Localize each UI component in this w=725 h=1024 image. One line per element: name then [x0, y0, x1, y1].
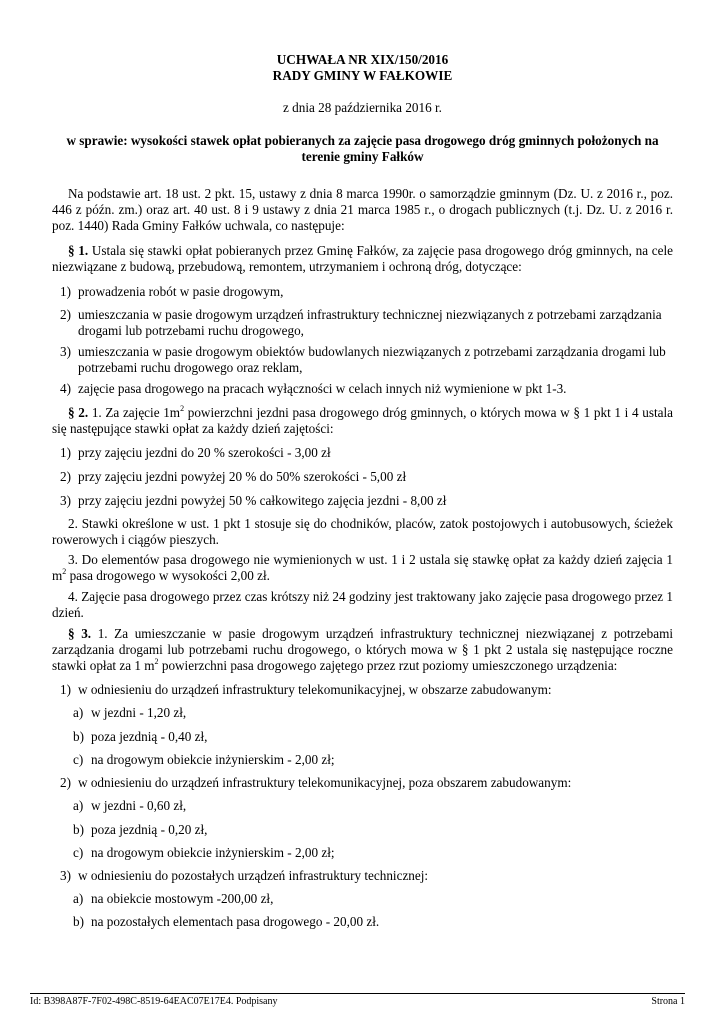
resolution-date: z dnia 28 października 2016 r.: [283, 100, 442, 115]
section-3-mark: § 3.: [68, 626, 92, 641]
subject-line-1: w sprawie: wysokości stawek opłat pobieranych za zajęcie pasa drogowego dróg gminnych położonych na: [66, 133, 659, 148]
page-number: Strona 1: [651, 996, 685, 1007]
section-2-paragraph-3: 3. Do elementów pasa drogowego nie wymienionych w ust. 1 i 2 ustala się stawkę opłat za każdy dzień zajęcia 1 $m^2$ pasa drogowego w wysokości 2,00 zł.: [52, 552, 673, 583]
preamble: Na podstawie art. 18 ust. 2 pkt. 15, ustawy z dnia 8 marca 1990r. o samorządzie gminnym (Dz. U. z 2016 r., poz. 446 z późn. zm.) oraz art. 40 ust. 8 i 9 ustawy z dnia 21 marca 1985 r., o drogach publicznych (t.j. Dz. U. z 2016 r. poz. 1440) Rada Gminy Fałków uchwala, co następuje:: [52, 186, 673, 233]
section-2-mark: § 2.: [68, 405, 89, 420]
document-id: Id: B398A87F-7F02-498C-8519-64EAC07E17E4. Podpisany: [30, 996, 278, 1007]
section-2-paragraph-4: 4. Zajęcie pasa drogowego przez czas krótszy niż 24 godziny jest traktowany jako zajęcie pasa drogowego przez 1 dzień.: [52, 589, 673, 620]
subject-line-2: terenie gminy Fałków: [301, 149, 424, 164]
section-1-mark: § 1.: [68, 243, 89, 258]
section-2-paragraph-2: 2. Stawki określone w ust. 1 pkt 1 stosuje się do chodników, placów, zatok postojowych i autobusowych, ścieżek rowerowych i ciągów pieszych.: [52, 516, 673, 547]
section-2-intro: § 2. 1. Za zajęcie $1m^2$ powierzchni jezdni pasa drogowego dróg gminnych, o których mowa w § 1 pkt 1 i 4 ustala się następujące stawki opłat za każdy dzień zajętości:: [52, 404, 674, 436]
section-3-intro: § 3. 1. Za umieszczanie w pasie drogowym urządzeń infrastruktury technicznej niezwiązanej z potrzebami zarządzania drogami lub potrzebami ruchu drogowego, o których mowa w § 1 pkt 2 ustala się następujące roczne stawki opłat za 1 $m^2$ powierzchni pasa drogowego zajętego przez rzut poziomy umieszczonego urządzenia:: [52, 626, 674, 673]
council-name: RADY GMINY W FAŁKOWIE: [272, 68, 453, 83]
resolution-title: UCHWAŁA NR XIX/150/2016: [276, 52, 449, 67]
section-1-intro: § 1. Ustala się stawki opłat pobieranych przez Gminę Fałków, za zajęcie pasa drogowego dróg gminnych, na cele niezwiązane z budową, przebudową, remontem, utrzymaniem i ochroną dróg, dotyczące:: [52, 243, 674, 274]
footer-divider: [30, 993, 685, 994]
